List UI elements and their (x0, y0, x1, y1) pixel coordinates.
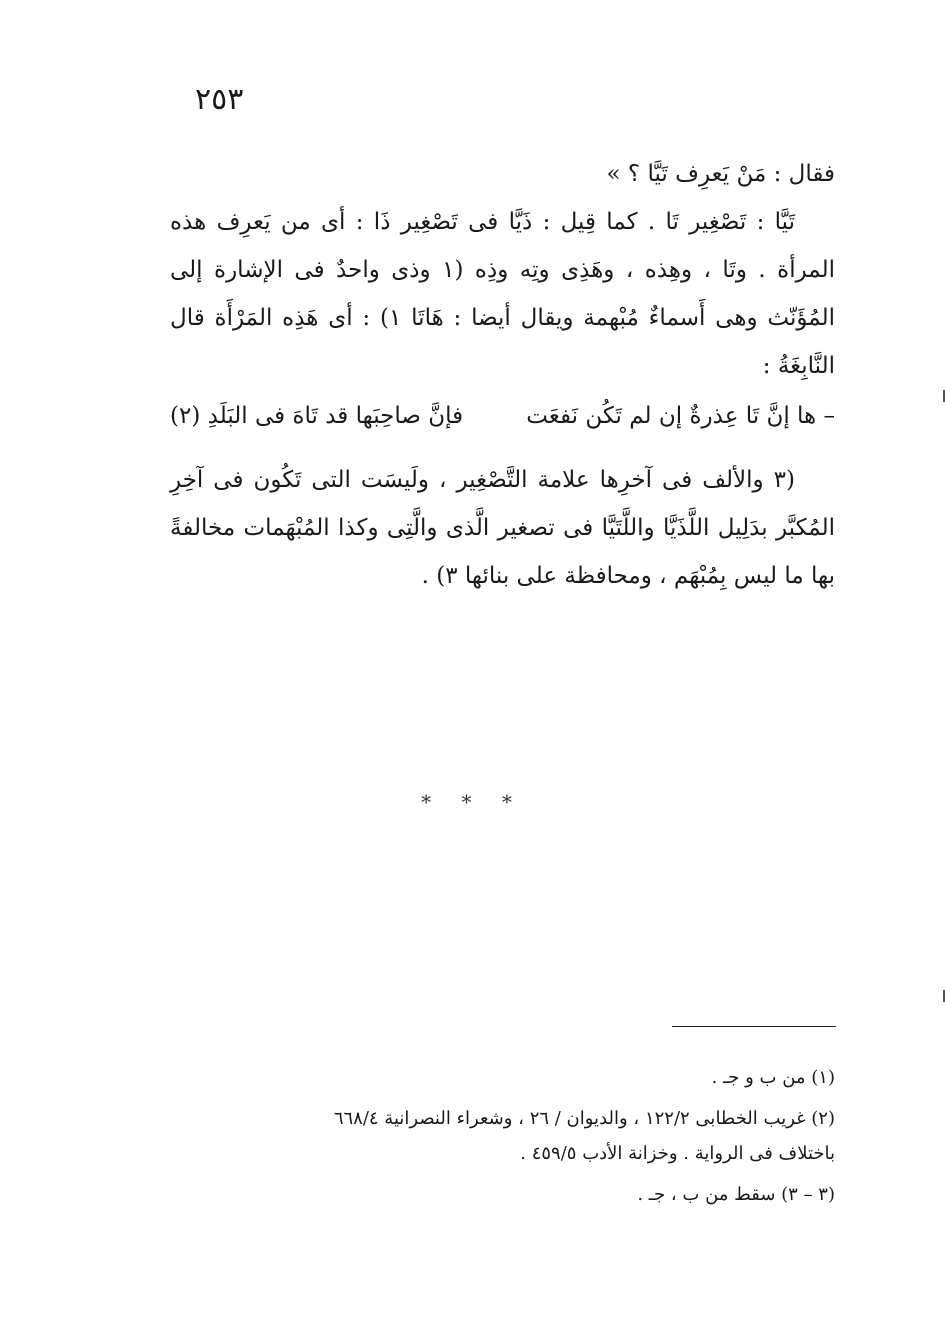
footnote-2-line-1: (٢) غريب الخطابى ١٢٢/٢ ، والديوان / ٢٦ ، وشعراء النصرانية ٦٦٨/٤ (333, 1108, 835, 1129)
page-number: ٢٥٣ (195, 82, 244, 117)
paragraph-2: تَيَّا : تَصْغِير تَا . كما قِيل : ذَيَّا فى تَصْغِير ذَا : أى من يَعرِف هذه المرأة . وتَا ، وهِذه ، وهَذِى وتِه وذِه (١ وذى واحدٌ فى الإشارة إلى المُؤَنّث وهى أَسماءٌ مُبْهمة ويقال أيضا : هَاتَا ١) : أى هَذِه المَرْأَة قال النَّابِغَةُ : (170, 209, 836, 379)
verse (170, 392, 835, 440)
paragraph-3: (٣ والألف فى آخرِها علامة التَّصْغِير ، ولَيسَت التى تَكُون فى آخِرِ المُكبَّر بدَلِيل اللَّذَيَّا واللَّتَيَّا فى تصغير الَّذى والَّتِى وكذا المُبْهَمات مخالفةً بها ما ليس بِمُبْهَم ، ومحافظة على بنائها ٣) . (170, 467, 835, 589)
paragraph-1: فقال : مَنْ يَعرِف تَيَّا ؟ » (606, 161, 835, 187)
footnote-2-line-2: باختلاف فى الرواية . وخزانة الأدب ٤٥٩/٥ . (520, 1143, 835, 1164)
verse-first-half: – ها إنَّ تَا عِذرةٌ إن لم تَكُن نَفعَت (526, 403, 835, 429)
footnote-3: (٣ – ٣) سقط من ب ، جـ . (637, 1184, 835, 1205)
footnotes (170, 1060, 835, 1212)
verse-second-half: فإنَّ صاحِبَها قد تَاهَ فى البَلَدِ (٢) (170, 403, 464, 429)
footnote-divider (672, 1026, 836, 1027)
section-separator: * * * (421, 790, 524, 814)
footnote-1: (١) من ب و جـ . (711, 1067, 835, 1088)
main-text (170, 150, 835, 600)
